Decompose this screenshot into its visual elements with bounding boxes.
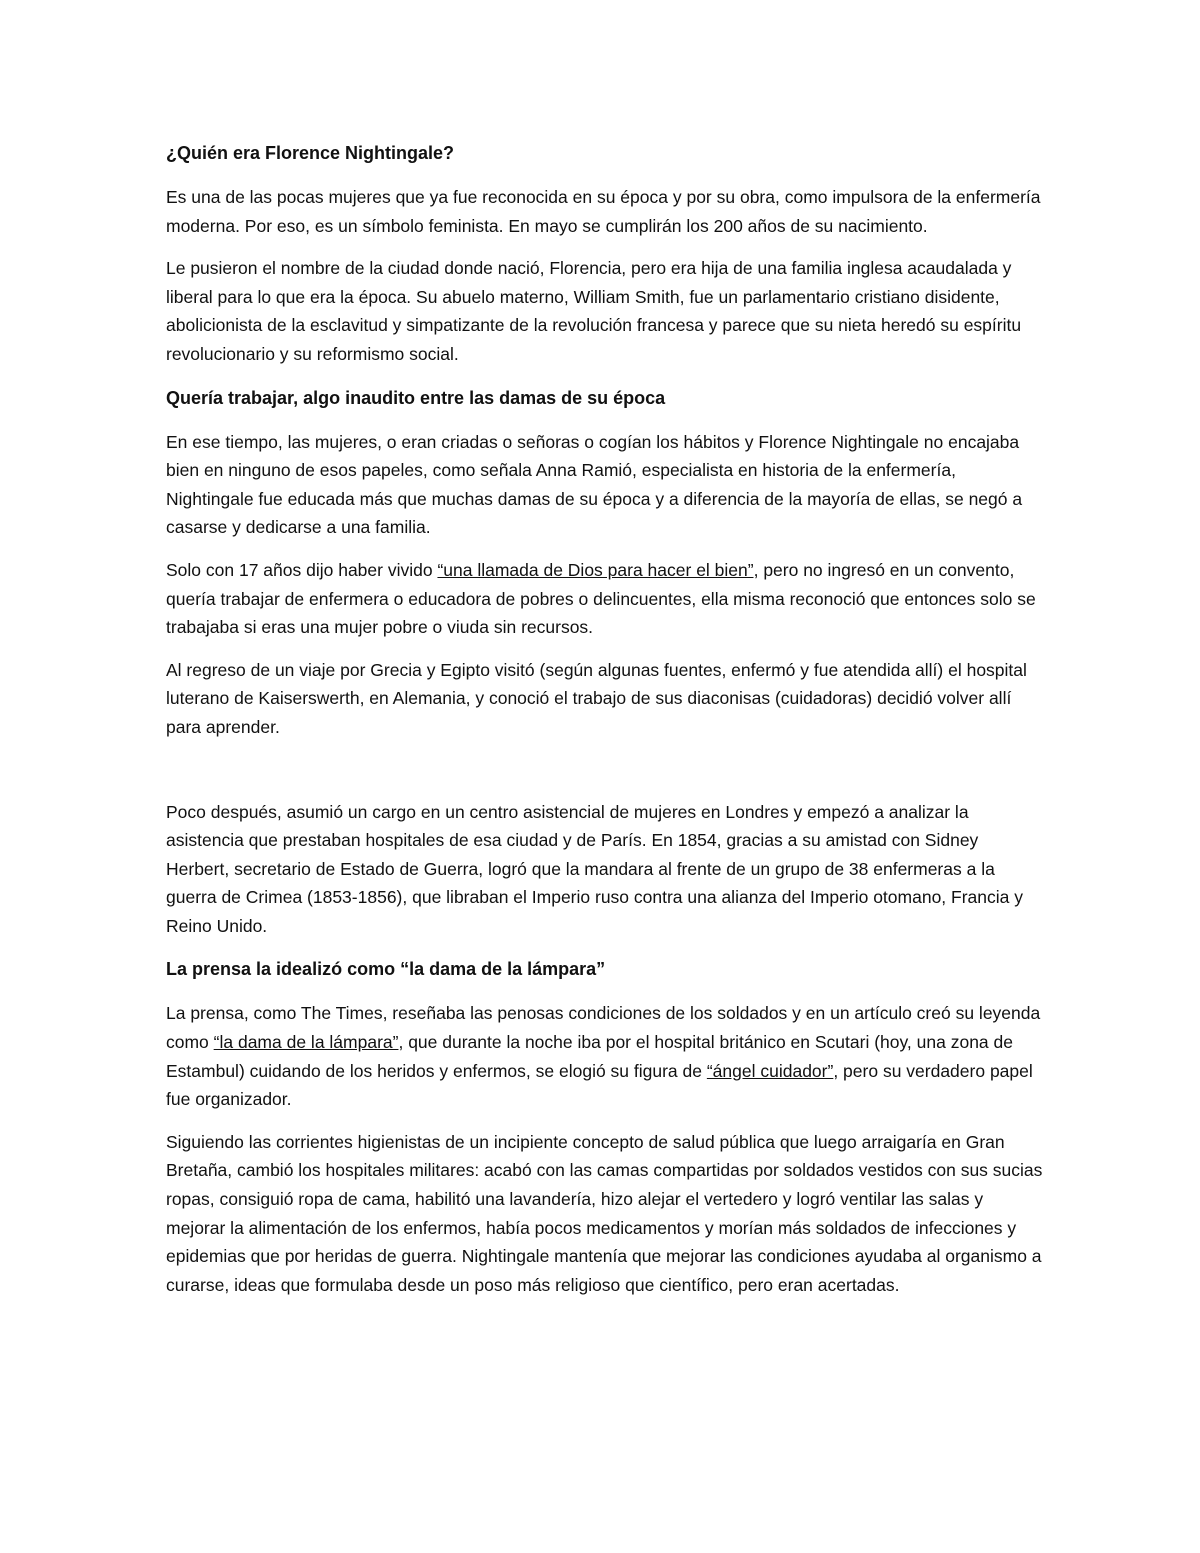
paragraph-4-text-after: pero no ingresó en un convento, quería trabajar de enfermera o educadora de pobres o delincuentes, ella misma reconoció que entonces solo se trabajaba si eras una mujer pobre o viuda sin recursos. [166, 559, 1036, 638]
paragraph-7-text-before: La prensa, como The Times, reseñaba las penosas condiciones de los soldados y en un artículo creó su leyenda como [166, 1003, 1041, 1053]
paragraph-6: Poco después, asumió un cargo en un centro asistencial de mujeres en Londres y empezó a analizar la asistencia que prestaban hospitales de esa ciudad y de París. En 1854, gracias a su amistad con Sidney Herbert, secretario de Estado de Guerra, logró que la mandara al frente de un grupo de 38 enfermeras a la guerra de Crimea (1853-1856), que libraban el Imperio ruso contra una alianza del Imperio otomano, Francia y Reino Unido. [166, 801, 1023, 936]
quote-link-dama-de-la-lampara[interactable]: “la dama de la lámpara” [213, 1032, 399, 1053]
section-heading-la-prensa: La prensa la idealizó como “la dama de la lámpara” [166, 959, 606, 980]
paragraph-4 [166, 556, 1046, 642]
paragraph-7-text-after: , pero su verdadero papel fue organizador. [166, 1060, 1033, 1110]
paragraph-2: Le pusieron el nombre de la ciudad donde nació, Florencia, pero era hija de una familia inglesa acaudalada y liberal para lo que era la época. Su abuelo materno, William Smith, fue un parlamentario cristiano disidente, abolicionista de la esclavitud y simpatizante de la revolución francesa y parece que su nieta heredó su espíritu revolucionario y su reformismo social. [166, 258, 1022, 364]
quote-link-llamada-de-dios[interactable]: “una llamada de Dios para hacer el bien”, [437, 559, 759, 580]
section-heading-queria-trabajar: Quería trabajar, algo inaudito entre las damas de su época [166, 387, 666, 408]
blank-line [166, 756, 1046, 798]
paragraph-3: En ese tiempo, las mujeres, o eran criadas o señoras o cogían los hábitos y Florence Nightingale no encajaba bien en ninguno de esos papeles, como señala Anna Ramió, especialista en historia de la enfermería, Nightingale fue educada más que muchas damas de su época y a diferencia de la mayoría de ellas, se negó a casarse y dedicarse a una familia. [166, 431, 1023, 538]
paragraph-7-text-middle: , que durante la noche iba por el hospital británico en Scutari (hoy, una zona de Estambul) cuidando de los heridos y enfermos, se elogió su figura de [166, 1032, 1013, 1081]
document-body [166, 138, 1046, 1313]
paragraph-5: Al regreso de un viaje por Grecia y Egipto visitó (según algunas fuentes, enfermó y fue atendida allí) el hospital luterano de Kaiserswerth, en Alemania, y conoció el trabajo de sus diaconisas (cuidadoras) decidió volver allí para aprender. [166, 659, 1027, 737]
paragraph-1: Es una de las pocas mujeres que ya fue reconocida en su época y por su obra, como impulsora de la enfermería moderna. Por eso, es un símbolo feminista. En mayo se cumplirán los 200 años de su nacimiento. [166, 187, 1041, 236]
quote-link-angel-cuidador[interactable]: “ángel cuidador” [706, 1060, 834, 1081]
paragraph-7 [166, 999, 1046, 1113]
paragraph-4-text-before: Solo con 17 años dijo haber vivido [166, 559, 438, 580]
paragraph-8: Siguiendo las corrientes higienistas de un incipiente concepto de salud pública que luego arraigaría en Gran Bretaña, cambió los hospitales militares: acabó con las camas compartidas por soldados vestidos con sus sucias ropas, consiguió ropa de cama, habilitó una lavandería, hizo alejar el vertedero y logró ventilar las salas y mejorar la alimentación de los enfermos, había pocos medicamentos y morían más soldados de infecciones y epidemias que por heridas de guerra. Nightingale mantenía que mejorar las condiciones ayudaba al organismo a curarse, ideas que formulaba desde un poso más religioso que científico, pero eran acertadas. [166, 1131, 1043, 1295]
section-heading-quien-era: ¿Quién era Florence Nightingale? [166, 143, 455, 163]
